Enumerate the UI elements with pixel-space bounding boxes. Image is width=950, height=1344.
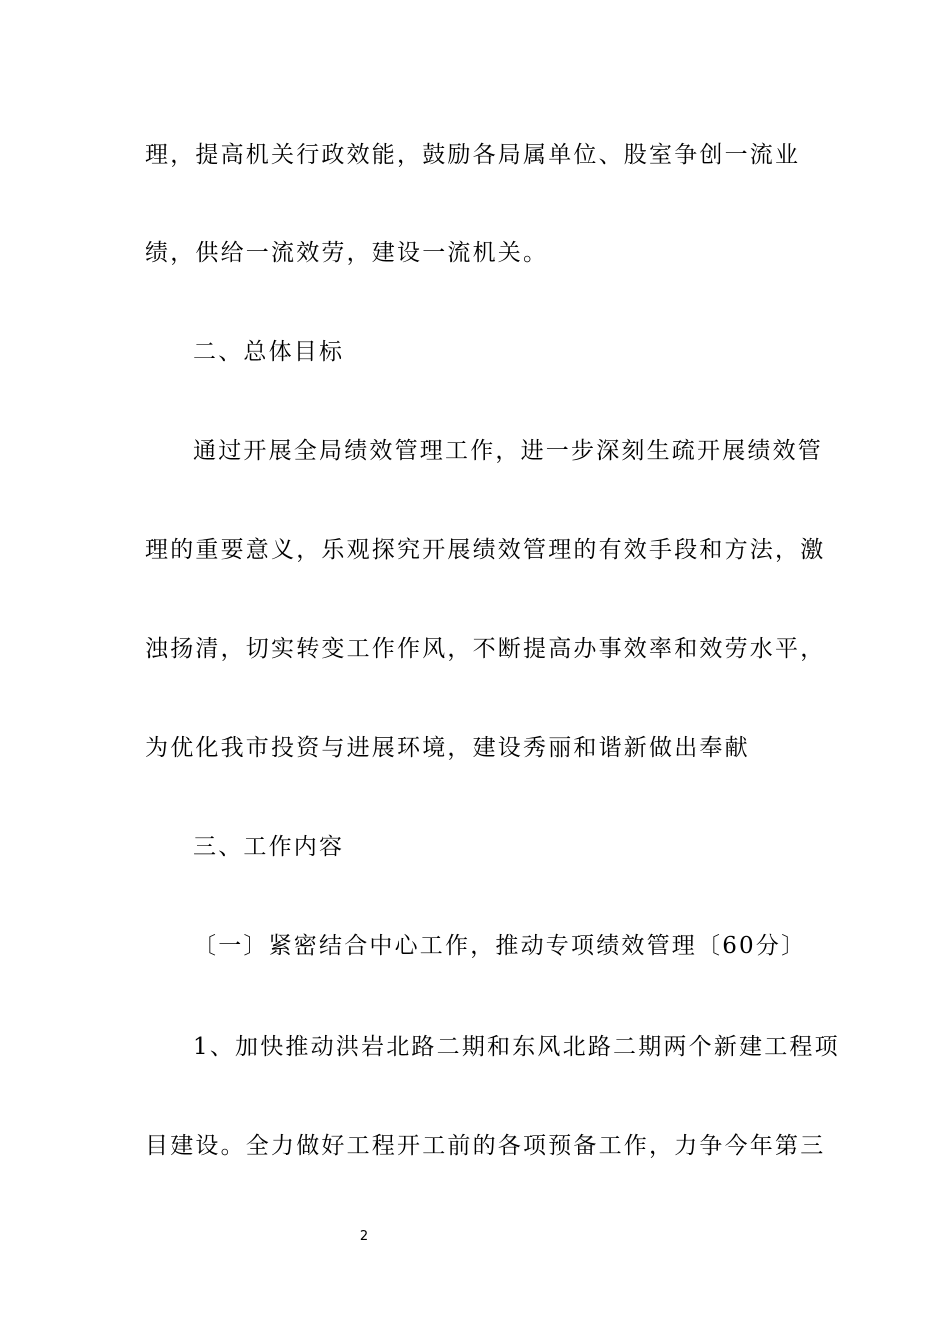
body-text-line: 理的重要意义，乐观探究开展绩效管理的有效手段和方法，激 bbox=[145, 537, 826, 563]
body-text-line: 浊扬清，切实转变工作作风，不断提高办事效率和效劳水平， bbox=[145, 636, 826, 662]
body-text-line: 为优化我市投资与进展环境，建设秀丽和谐新做出奉献 bbox=[145, 735, 750, 761]
body-text-line: 通过开展全局绩效管理工作，进一步深刻生疏开展绩效管 bbox=[193, 438, 823, 464]
body-text-line: 绩，供给一流效劳，建设一流机关。 bbox=[145, 240, 549, 266]
section-heading: 二、总体目标 bbox=[193, 339, 345, 365]
page-number: 2 bbox=[359, 1229, 369, 1244]
subsection-heading: 〔一〕紧密结合中心工作，推动专项绩效管理〔60分〕 bbox=[193, 933, 807, 959]
body-text-line: 理，提高机关行政效能，鼓励各局属单位、股室争创一流业 bbox=[145, 142, 801, 168]
body-text-line: 1、加快推动洪岩北路二期和东风北路二期两个新建工程项 bbox=[193, 1034, 840, 1060]
section-heading: 三、工作内容 bbox=[193, 834, 345, 860]
body-text-line: 目建设。全力做好工程开工前的各项预备工作，力争今年第三 bbox=[145, 1133, 826, 1159]
